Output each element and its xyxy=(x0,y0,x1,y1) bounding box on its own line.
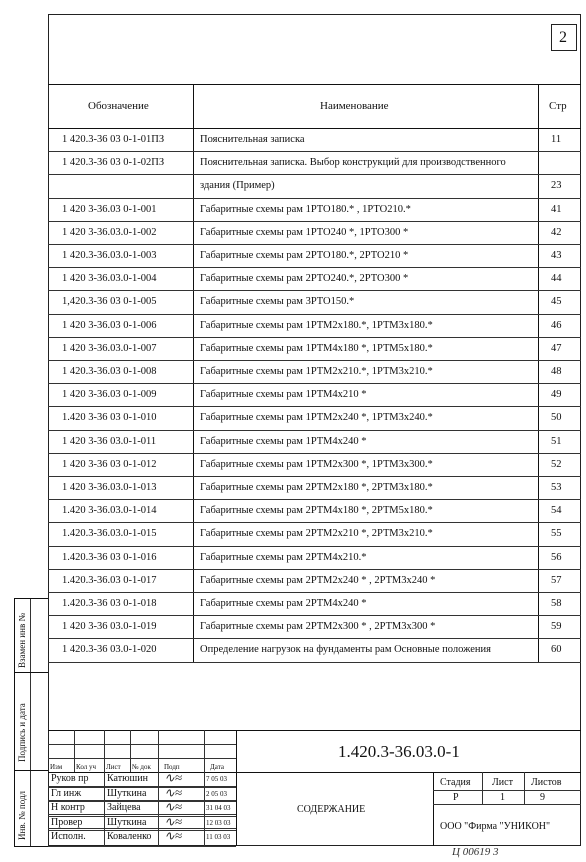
row-name: Габаритные схемы рам 2РТМ2х240 * , 2РТМ3х240 * xyxy=(200,574,436,586)
revision-grid-row-line xyxy=(48,846,236,847)
table-header-border xyxy=(48,128,581,129)
row-page: 60 xyxy=(551,644,562,656)
side-stamp-divider xyxy=(30,598,31,846)
table-bottom-border xyxy=(48,662,581,663)
row-name: Габаритные схемы рам 1РТМ2х180.*, 1РТМ3х180.* xyxy=(200,319,433,331)
table-row-line xyxy=(48,406,581,407)
row-name: Габаритные схемы рам 2РТМ4х240 * xyxy=(200,598,367,609)
role-person: Шуткина xyxy=(107,816,147,828)
roles-row-line xyxy=(48,801,236,802)
row-designation: 1 420 3-36.03 0-1-006 xyxy=(62,319,157,331)
row-page: 59 xyxy=(551,621,562,633)
row-page: 55 xyxy=(551,528,562,540)
header-page: Стр xyxy=(549,100,567,112)
table-row-line xyxy=(48,638,581,639)
table-row-line xyxy=(48,267,581,268)
header-name: Наименование xyxy=(320,100,389,112)
side-stamp-left-border xyxy=(14,598,15,846)
row-name: здания (Пример) xyxy=(200,180,275,192)
table-row-line xyxy=(48,476,581,477)
revision-col-header: Лист xyxy=(106,763,121,771)
row-name: Габаритные схемы рам 3РТО150.* xyxy=(200,296,355,308)
revision-col-header: Дата xyxy=(210,763,224,771)
sheets-label: Листов xyxy=(531,777,562,788)
table-row-line xyxy=(48,430,581,431)
revision-grid-col-line xyxy=(130,730,131,772)
side-stamp-sep-2 xyxy=(14,770,48,771)
role-label: Н контр xyxy=(51,802,85,814)
signature-scribble: ∿≈ xyxy=(164,813,183,829)
row-designation: 1 420 3-36.03.0-1-004 xyxy=(62,273,157,285)
revision-grid-row-line xyxy=(48,758,236,759)
role-label: Провер xyxy=(51,816,83,828)
role-label: Гл инж xyxy=(51,787,82,799)
row-name: Пояснительная записка. Выбор конструкций для производственного xyxy=(200,157,506,169)
row-name: Габаритные схемы рам 1РТО240 *, 1РТО300 * xyxy=(200,226,409,238)
roles-row-line xyxy=(48,787,236,788)
row-page: 45 xyxy=(551,296,562,308)
roles-col-line xyxy=(104,772,105,846)
row-name: Габаритные схемы рам 2РТМ2х180 *, 2РТМ3х180.* xyxy=(200,482,433,493)
row-designation: 1 420 3-36 03 0-1-012 xyxy=(62,458,157,470)
row-page: 43 xyxy=(551,250,562,261)
row-name: Габаритные схемы рам 2РТО240.*, 2РТО300 * xyxy=(200,273,409,285)
role-person: Коваленко xyxy=(107,831,152,843)
row-name: Определение нагрузок на фундаменты рам Основные положения xyxy=(200,644,491,656)
role-date: 12 03 03 xyxy=(206,818,231,827)
revision-grid-row-line xyxy=(48,744,236,745)
table-row-line xyxy=(48,290,581,291)
side-sign-date: Подпись и дата xyxy=(17,703,27,762)
row-name: Пояснительная записка xyxy=(200,134,305,145)
sheet-label: Лист xyxy=(492,777,513,788)
stage-col-line-2 xyxy=(524,772,525,804)
table-row-line xyxy=(48,522,581,523)
revision-grid-col-line xyxy=(74,730,75,772)
row-designation: 1 420.3-36 03 0-1-01ПЗ xyxy=(62,134,165,145)
row-designation: 1.420.3-36 03 0-1-018 xyxy=(62,598,157,609)
table-row-line xyxy=(48,151,581,152)
row-page: 56 xyxy=(551,551,562,563)
role-date: 11 03 03 xyxy=(206,833,231,842)
row-designation: 1 420 3-36.03.0-1-002 xyxy=(62,226,157,238)
row-page: 47 xyxy=(551,342,562,354)
row-page: 23 xyxy=(551,180,562,192)
doc-code: 1.420.3-36.03.0-1 xyxy=(338,742,460,761)
row-designation: 1 420 3-36.03.0-1-007 xyxy=(62,342,157,354)
row-designation: 1,420.3-36 03 0-1-005 xyxy=(62,296,157,308)
row-page: 46 xyxy=(551,319,562,331)
header-designation: Обозначение xyxy=(88,100,149,112)
row-page: 11 xyxy=(551,134,562,145)
table-row-line xyxy=(48,499,581,500)
row-designation: 1 420.3-36 03 0-1-02ПЗ xyxy=(62,157,165,169)
role-person: Шуткина xyxy=(107,787,147,799)
stage-col-line-1 xyxy=(482,772,483,804)
side-stamp-bottom xyxy=(14,846,48,847)
row-name: Габаритные схемы рам 1РТМ4х180 *, 1РТМ5х180.* xyxy=(200,342,433,354)
doc-title: СОДЕРЖАНИЕ xyxy=(297,804,366,815)
row-page: 50 xyxy=(551,412,562,424)
table-row-line xyxy=(48,174,581,175)
row-designation: 1.420.3-36.03.0-1-015 xyxy=(62,528,157,540)
row-page: 42 xyxy=(551,226,562,238)
stage-row-line-2 xyxy=(433,804,581,805)
row-designation: 1 420.3-36.03 0-1-008 xyxy=(62,366,157,377)
row-designation: 1 420 3-36.03 0-1-009 xyxy=(62,389,157,401)
table-col-divider-2 xyxy=(538,84,539,662)
roles-row-line xyxy=(48,816,236,817)
roles-col-line xyxy=(158,772,159,846)
roles-row-line xyxy=(48,830,236,831)
table-row-line xyxy=(48,198,581,199)
row-designation: 1.420 3-36 03 0-1-010 xyxy=(62,412,157,424)
row-page: 57 xyxy=(551,574,562,586)
role-label: Руков пр xyxy=(51,773,89,784)
row-name: Габаритные схемы рам 1РТМ2х240 *, 1РТМ3х240.* xyxy=(200,412,433,424)
role-date: 7 05 03 xyxy=(206,775,227,783)
table-row-line xyxy=(48,615,581,616)
role-person: Катюшин xyxy=(107,773,148,784)
revision-col-header: Кол уч xyxy=(76,763,96,771)
row-name: Габаритные схемы рам 2РТМ4х210.* xyxy=(200,551,367,563)
row-designation: 1 420 3-36.03.0-1-013 xyxy=(62,482,157,493)
row-name: Габаритные схемы рам 1РТМ4х240 * xyxy=(200,435,367,447)
handwritten-inventory-note: Ц 00619 3 xyxy=(452,846,499,858)
role-label: Исполн. xyxy=(51,831,86,843)
row-name: Габаритные схемы рам 2РТО180.*, 2РТО210 * xyxy=(200,250,409,261)
table-col-divider-1 xyxy=(193,84,194,662)
row-designation: 1 420 3-36 03.0-1-011 xyxy=(62,435,157,447)
sheet-value: 1 xyxy=(500,792,505,803)
role-date: 2 05 03 xyxy=(206,789,227,798)
role-date: 31 04 03 xyxy=(206,804,231,813)
table-top-border xyxy=(48,84,581,85)
row-name: Габаритные схемы рам 2РТМ2х210 *, 2РТМ3х210.* xyxy=(200,528,433,540)
table-row-line xyxy=(48,337,581,338)
row-designation: 1 420.3-36.03.0-1-003 xyxy=(62,250,157,261)
roles-col-line xyxy=(204,772,205,846)
titleblock-top xyxy=(48,730,581,731)
row-page: 49 xyxy=(551,389,562,401)
row-page: 53 xyxy=(551,482,562,493)
table-row-line xyxy=(48,221,581,222)
role-person: Зайцева xyxy=(107,802,141,814)
row-page: 51 xyxy=(551,435,562,447)
signature-scribble: ∿≈ xyxy=(164,770,183,785)
table-row-line xyxy=(48,244,581,245)
stage-label: Стадия xyxy=(440,777,471,788)
side-replaced-inv: Взамен инв № xyxy=(17,612,27,668)
signature-scribble: ∿≈ xyxy=(164,828,183,844)
table-row-line xyxy=(48,314,581,315)
revision-grid-col-line xyxy=(204,730,205,772)
row-page: 44 xyxy=(551,273,562,285)
sheets-value: 9 xyxy=(540,792,545,803)
row-designation: 1.420.3-36.03 0-1-017 xyxy=(62,574,157,586)
table-row-line xyxy=(48,592,581,593)
table-row-line xyxy=(48,569,581,570)
row-designation: 1 420 3-36.03 0-1-001 xyxy=(62,203,157,215)
revision-grid-col-line xyxy=(104,730,105,772)
side-inv-orig: Инв. № подл xyxy=(17,790,27,840)
row-designation: 1.420.3-36 03 0-1-016 xyxy=(62,551,157,563)
table-row-line xyxy=(48,453,581,454)
table-row-line xyxy=(48,360,581,361)
row-page: 58 xyxy=(551,598,562,609)
revision-col-header: Подп xyxy=(164,763,180,771)
titleblock-right-divider xyxy=(433,772,434,846)
row-name: Габаритные схемы рам 2РТМ2х300 * , 2РТМ3х300 * xyxy=(200,621,436,633)
signature-scribble: ∿≈ xyxy=(164,799,183,815)
row-name: Габаритные схемы рам 1РТМ2х210.*, 1РТМ3х210.* xyxy=(200,366,433,377)
stage-value: Р xyxy=(453,792,459,803)
row-name: Габаритные схемы рам 1РТМ2х300 *, 1РТМ3х300.* xyxy=(200,458,433,470)
row-page: 54 xyxy=(551,505,562,517)
titleblock-left-divider xyxy=(236,730,237,846)
row-name: Габаритные схемы рам 1РТО180.* , 1РТО210.* xyxy=(200,203,411,215)
company-name: ООО "Фирма "УНИКОН" xyxy=(440,821,551,832)
side-stamp-sep-1 xyxy=(14,672,48,673)
revision-col-header: Изм xyxy=(50,763,63,771)
side-stamp-top xyxy=(14,598,48,599)
revision-grid-col-line xyxy=(158,730,159,772)
table-row-line xyxy=(48,383,581,384)
row-page: 52 xyxy=(551,458,562,470)
sheet-number: 2 xyxy=(559,29,567,46)
signature-scribble: ∿≈ xyxy=(164,784,183,800)
row-page: 41 xyxy=(551,203,562,215)
table-row-line xyxy=(48,546,581,547)
row-designation: 1.420 3-36.03.0-1-014 xyxy=(62,505,157,517)
row-page: 48 xyxy=(551,366,562,377)
row-designation: 1 420 3-36 03.0-1-019 xyxy=(62,621,157,633)
stage-row-line-1 xyxy=(433,790,581,791)
row-designation: 1 420.3-36 03.0-1-020 xyxy=(62,644,157,656)
revision-col-header: № док xyxy=(132,763,151,771)
row-name: Габаритные схемы рам 2РТМ4х180 *, 2РТМ5х180.* xyxy=(200,505,433,517)
row-name: Габаритные схемы рам 1РТМ4х210 * xyxy=(200,389,367,401)
